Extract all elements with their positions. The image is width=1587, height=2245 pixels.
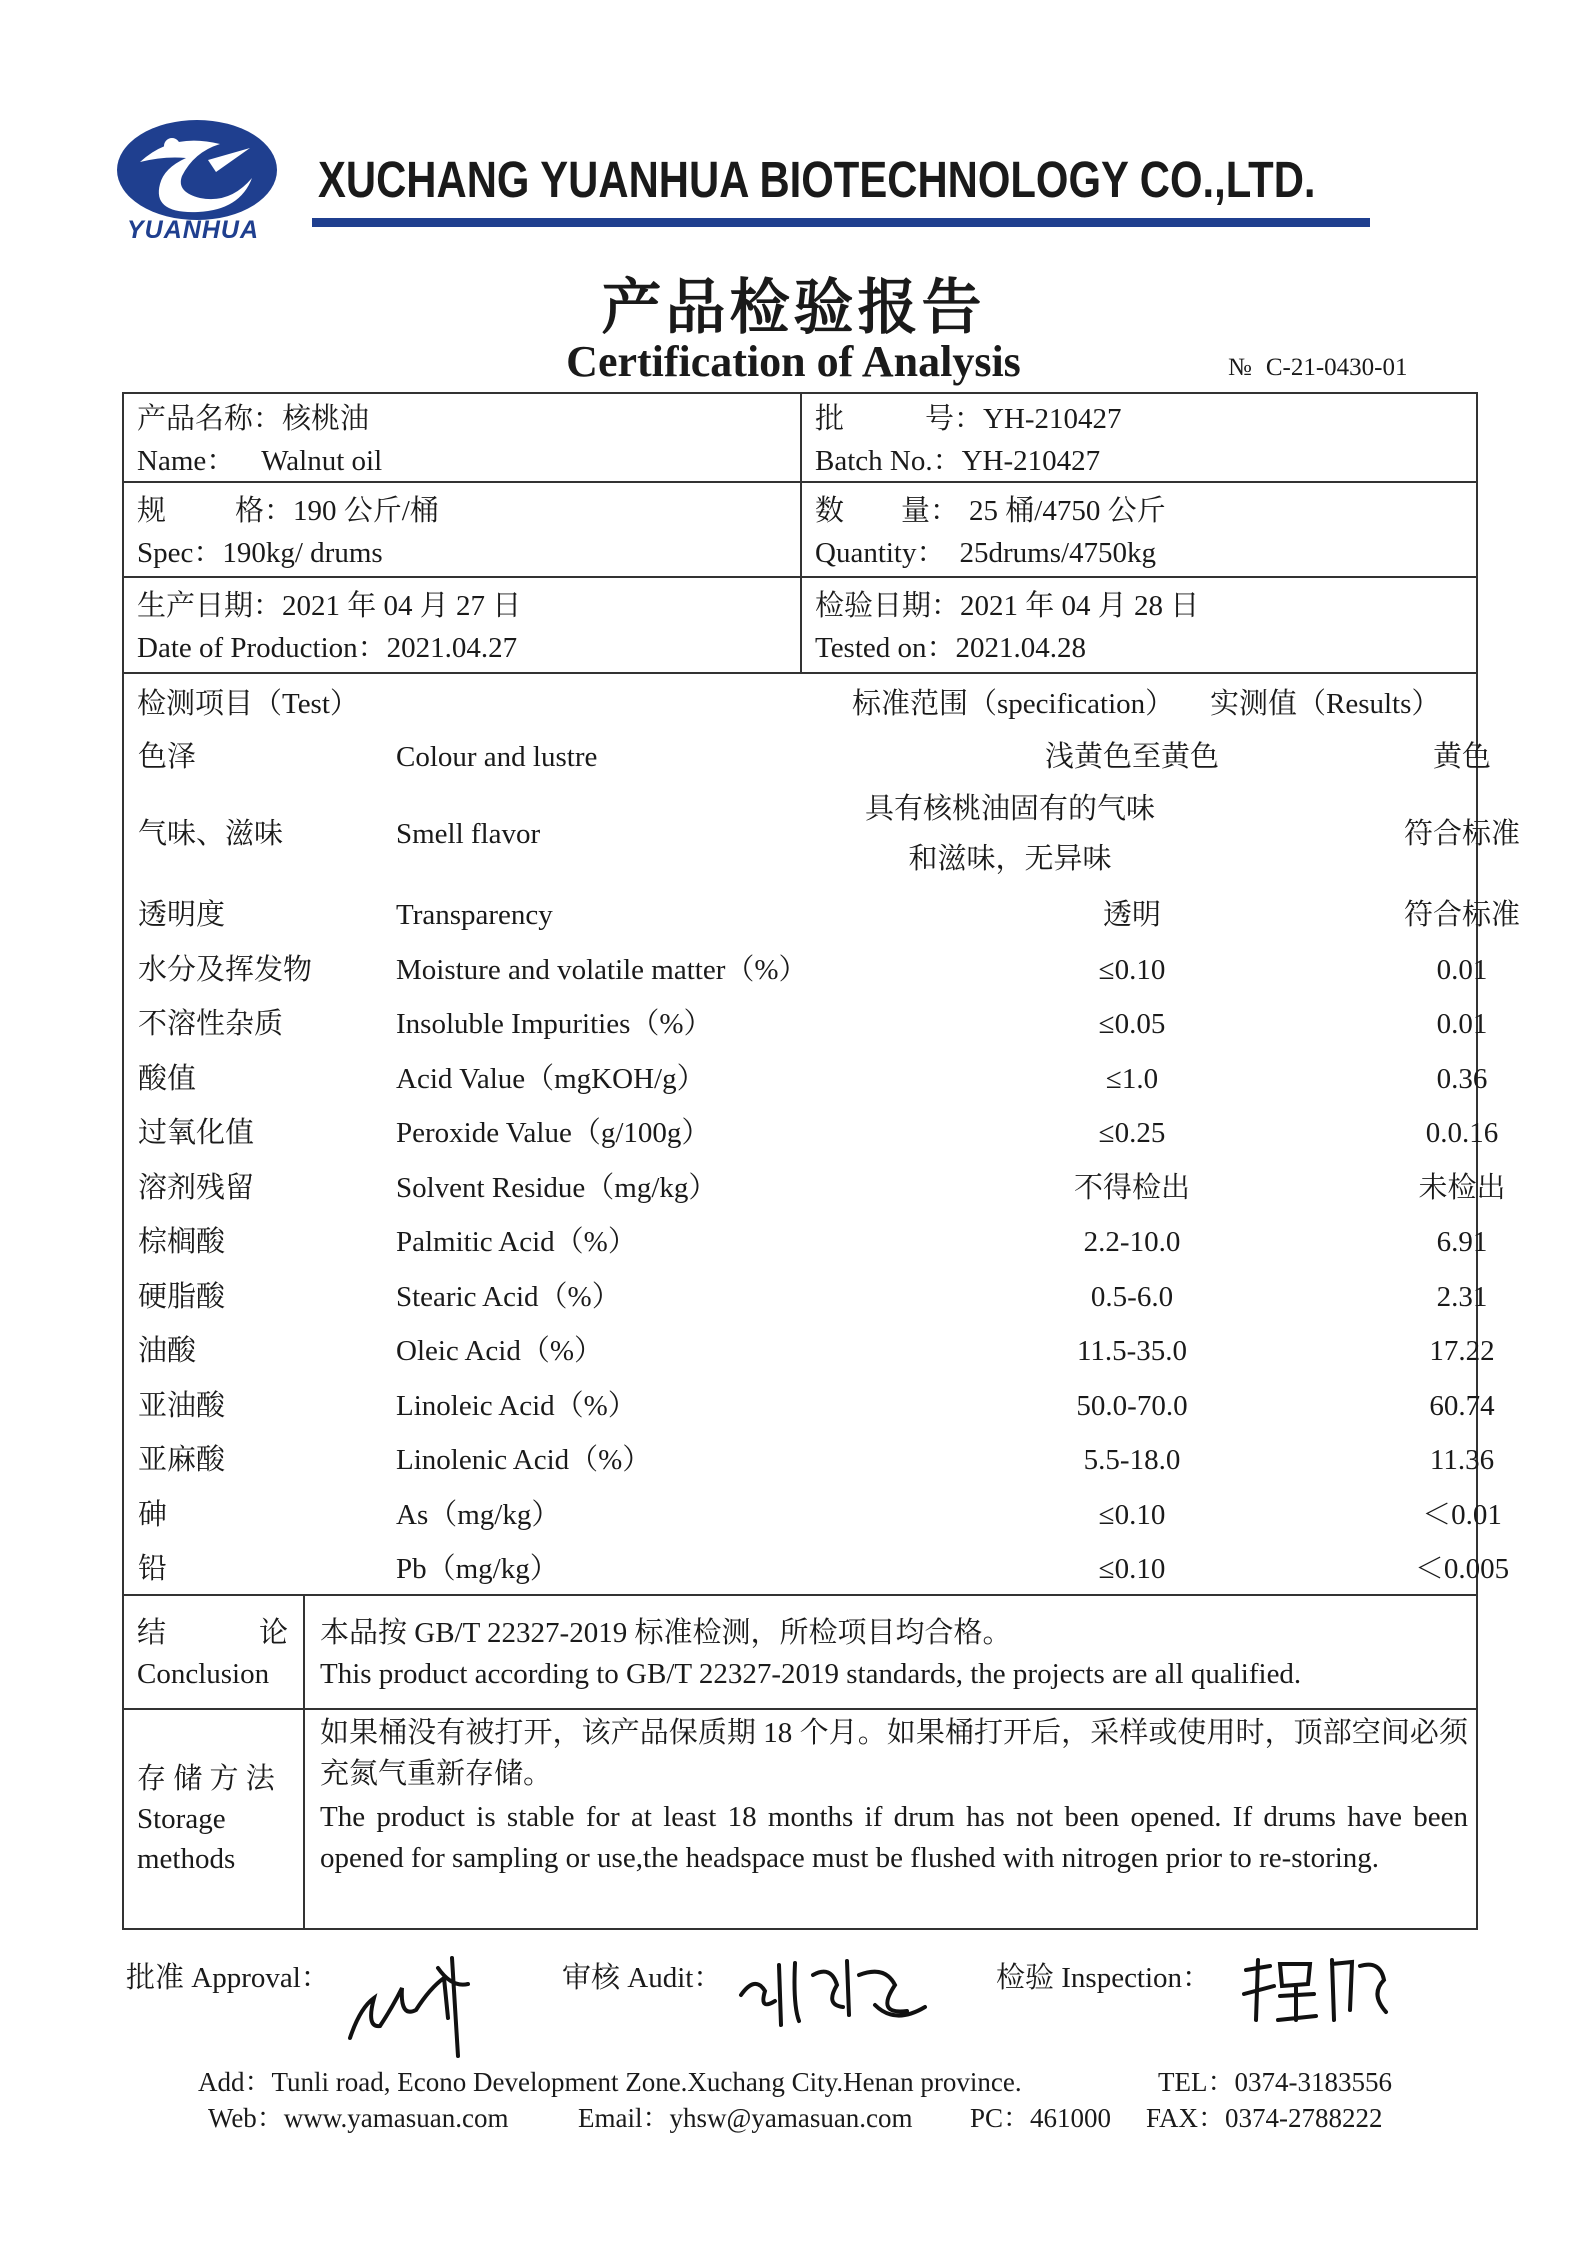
table-row — [122, 1215, 1488, 1269]
test-name-cn: 亚麻酸 — [138, 1444, 226, 1476]
footer-email: Email：yhsw@yamasuan.com — [578, 2103, 913, 2133]
storage-text-cn: 如果桶没有被打开，该产品保质期 18 个月。如果桶打开后，采样或使用时，顶部空间必须充氮气重新存储。 — [320, 1717, 1468, 1790]
table-row — [122, 1106, 1499, 1160]
storage-label-en-2: methods — [137, 1843, 236, 1875]
test-name-en: Stearic Acid（%） — [396, 1280, 621, 1313]
table-row — [122, 1542, 1510, 1596]
storage-label-cn: 存 储 方 法 — [137, 1763, 275, 1795]
test-name-en: Solvent Residue（mg/kg） — [396, 1171, 718, 1204]
test-result: 6.91 — [1436, 1226, 1488, 1258]
test-name-cn: 色泽 — [138, 741, 197, 773]
table-divider — [122, 1708, 1478, 1710]
test-specification: 50.0-70.0 — [1076, 1389, 1188, 1422]
test-name-cn: 气味、滋味 — [138, 818, 284, 850]
test-result: 17.22 — [1429, 1335, 1495, 1367]
test-specification: ≤0.25 — [1098, 1117, 1166, 1149]
approval-label: 批准 Approval： — [126, 1962, 330, 1994]
table-row — [122, 1379, 1495, 1433]
test-name-en: Insoluble Impurities（%） — [396, 1008, 713, 1040]
test-result: 2.31 — [1436, 1280, 1488, 1313]
test-date-en: Tested on：2021.04.28 — [815, 632, 1087, 664]
storage-text-en: The product is stable for at least 18 months if drum has not been opened. If drums have been opened for sampling or use,the headspace must be flushed with nitrogen prior to re-storing. — [320, 1801, 1468, 1874]
quantity-en: Quantity： 25drums/4750kg — [815, 537, 1157, 569]
test-specification: 浅黄色至黄色 — [1044, 741, 1219, 773]
test-result: 0.36 — [1436, 1062, 1488, 1095]
table-divider — [303, 1594, 305, 1930]
logo-text: YUANHUA — [127, 216, 259, 244]
cert-number-symbol: № — [1228, 354, 1252, 381]
test-specification: ≤1.0 — [1105, 1062, 1159, 1095]
footer-tel: TEL：0374-3183556 — [1158, 2067, 1392, 2097]
test-result: 未检出 — [1418, 1171, 1506, 1204]
test-specification: 透明 — [1102, 899, 1161, 931]
spec-cn: 规 格：190 公斤/桶 — [137, 495, 439, 527]
test-name-cn: 铅 — [138, 1553, 168, 1585]
test-name-en: Moisture and volatile matter（%） — [396, 953, 808, 986]
test-name-cn: 亚油酸 — [138, 1389, 226, 1422]
header-results: 实测值（Results） — [1210, 688, 1441, 720]
table-row — [122, 1488, 1502, 1542]
conclusion-text-en: This product according to GB/T 22327-2019 standards, the projects are all qualified. — [320, 1658, 1302, 1690]
footer-pc: PC：461000 — [970, 2103, 1112, 2133]
test-name-cn: 油酸 — [138, 1335, 197, 1367]
cert-number-value: C-21-0430-01 — [1265, 354, 1408, 381]
test-specification: 5.5-18.0 — [1083, 1444, 1181, 1476]
storage-label-en-1: Storage — [137, 1803, 226, 1835]
test-specification: 和滋味，无异味 — [908, 843, 1112, 875]
spec-en: Spec：190kg/ drums — [137, 537, 383, 569]
quantity-cn: 数 量： 25 桶/4750 公斤 — [815, 495, 1166, 527]
test-name-en: Linolenic Acid（%） — [396, 1444, 652, 1476]
product-name-en-label: Name： — [137, 445, 236, 477]
test-specification: ≤0.10 — [1098, 1498, 1166, 1531]
test-result: 0.0.16 — [1425, 1117, 1499, 1149]
test-name-cn: 透明度 — [138, 899, 226, 931]
conclusion-label-en: Conclusion — [137, 1658, 270, 1690]
test-name-en: Smell flavor — [396, 818, 541, 850]
title-cn: 产品检验报告 — [601, 275, 986, 341]
test-name-en: As（mg/kg） — [396, 1498, 561, 1531]
footer-fax: FAX：0374-2788222 — [1146, 2103, 1383, 2133]
test-specification: 2.2-10.0 — [1083, 1226, 1181, 1258]
batch-no-cn: 批 号：YH-210427 — [815, 403, 1122, 435]
title-en: Certification of Analysis — [566, 337, 1021, 386]
company-name: XUCHANG YUANHUA BIOTECHNOLOGY CO.,LTD. — [318, 151, 1316, 208]
test-name-en: Pb（mg/kg） — [396, 1553, 559, 1585]
table-row — [122, 997, 1488, 1051]
table-divider — [800, 392, 802, 674]
test-result: 0.01 — [1436, 953, 1488, 986]
test-result: 黄色 — [1432, 741, 1491, 773]
audit-label: 审核 Audit： — [562, 1962, 723, 1994]
test-result: ＜0.01 — [1422, 1498, 1502, 1531]
test-date-cn: 检验日期：2021 年 04 月 28 日 — [815, 590, 1200, 622]
table-row — [122, 943, 1488, 997]
test-specification: 11.5-35.0 — [1076, 1335, 1188, 1367]
conclusion-text-cn: 本品按 GB/T 22327-2019 标准检测，所检项目均合格。 — [320, 1617, 1012, 1649]
production-date-en: Date of Production：2021.04.27 — [137, 632, 518, 664]
header-specification: 标准范围（specification） — [852, 688, 1175, 720]
inspection-signature — [1240, 1950, 1390, 2030]
inspection-label: 检验 Inspection： — [996, 1962, 1212, 1994]
table-row — [122, 1324, 1495, 1378]
test-specification: 不得检出 — [1073, 1171, 1190, 1204]
test-name-en: Colour and lustre — [396, 741, 598, 773]
test-name-en: Oleic Acid（%） — [396, 1335, 603, 1367]
batch-no-en: Batch No.：YH-210427 — [815, 445, 1101, 477]
table-row — [122, 730, 1491, 784]
conclusion-label-cn: 结 论 — [137, 1617, 289, 1649]
approval-signature — [340, 1948, 500, 2058]
product-name-en-value: Walnut oil — [261, 445, 383, 477]
header-test: 检测项目（Test） — [137, 688, 359, 720]
footer-web: Web：www.yamasuan.com — [208, 2103, 509, 2133]
company-rule — [312, 218, 1370, 227]
product-name-cn: 产品名称：核桃油 — [137, 403, 370, 435]
table-row — [122, 888, 1520, 942]
cert-number — [1228, 354, 1422, 382]
test-name-cn: 溶剂残留 — [138, 1171, 255, 1204]
test-result: 0.01 — [1436, 1008, 1488, 1040]
audit-signature — [735, 1945, 935, 2035]
test-name-cn: 水分及挥发物 — [138, 953, 313, 986]
test-specification: ≤0.05 — [1098, 1008, 1166, 1040]
test-result: 60.74 — [1429, 1389, 1495, 1422]
product-name-en — [137, 440, 382, 482]
table-row — [122, 1052, 1488, 1106]
test-specification: ≤0.10 — [1098, 1553, 1166, 1585]
production-date-cn: 生产日期：2021 年 04 月 27 日 — [137, 590, 522, 622]
test-name-en: Peroxide Value（g/100g） — [396, 1117, 711, 1149]
test-name-en: Linoleic Acid（%） — [396, 1389, 637, 1422]
test-name-cn: 棕榈酸 — [138, 1226, 226, 1258]
table-row — [122, 1433, 1495, 1487]
footer-address: Add：Tunli road, Econo Development Zone.Xuchang City.Henan province. — [198, 2067, 1022, 2097]
test-result: 11.36 — [1429, 1444, 1495, 1476]
test-result: ＜0.005 — [1414, 1553, 1510, 1585]
test-specification: 具有核桃油固有的气味 — [864, 793, 1155, 825]
test-name-en: Acid Value（mgKOH/g） — [396, 1062, 706, 1095]
test-result: 符合标准 — [1403, 899, 1520, 931]
table-row — [122, 1161, 1506, 1215]
test-name-cn: 酸值 — [138, 1062, 197, 1095]
test-name-en: Transparency — [396, 899, 553, 931]
test-specification: 0.5-6.0 — [1090, 1280, 1174, 1313]
test-result: 符合标准 — [1403, 818, 1520, 850]
test-name-cn: 不溶性杂质 — [138, 1008, 284, 1040]
test-name-en: Palmitic Acid（%） — [396, 1226, 637, 1258]
test-name-cn: 过氧化值 — [138, 1117, 255, 1149]
test-name-cn: 砷 — [138, 1498, 168, 1531]
test-specification: ≤0.10 — [1098, 953, 1166, 986]
table-row — [122, 1270, 1488, 1324]
test-name-cn: 硬脂酸 — [138, 1280, 226, 1313]
